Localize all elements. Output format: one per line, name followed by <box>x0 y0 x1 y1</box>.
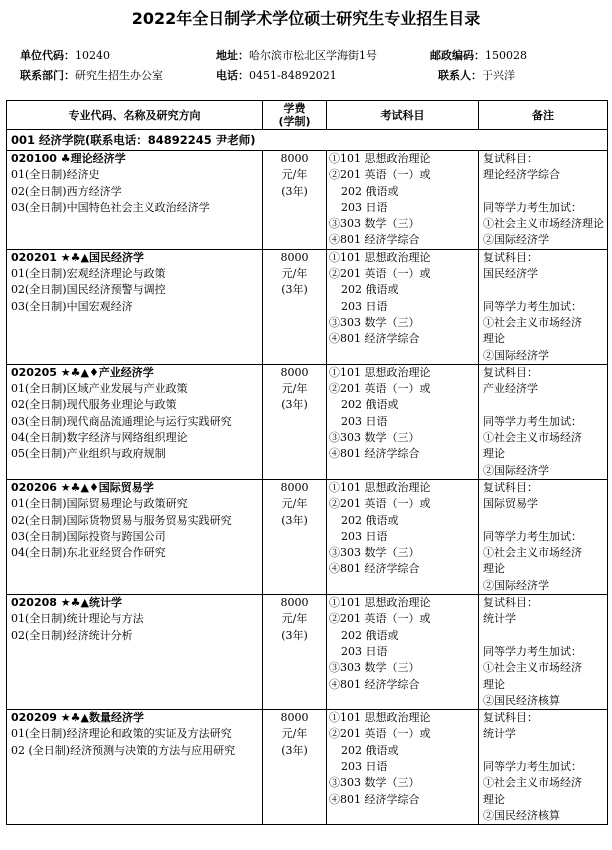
research-direction: 01(全日制)宏观经济理论与政策 <box>11 267 166 281</box>
contact-field <box>438 67 515 83</box>
major-cell <box>7 595 263 710</box>
note-line: 复试科目： <box>483 152 538 165</box>
major-heading <box>11 365 262 381</box>
notes-cell <box>479 364 608 479</box>
note-line: ②国际经济学 <box>483 233 549 247</box>
contact-value: 于兴洋 <box>482 69 515 82</box>
note-line: 产业经济学 <box>483 382 538 396</box>
phone-value: 0451-84892021 <box>249 69 337 82</box>
major-name: ♣理论经济学 <box>56 152 126 165</box>
dept-field <box>20 67 163 83</box>
notes-cell <box>479 249 608 364</box>
fee-cell <box>263 595 327 710</box>
exam-subject: ①101 思想政治理论 <box>329 480 431 494</box>
exam-subject: ③303 数学（三） <box>329 315 420 329</box>
research-direction: 01(全日制)经济理论和政策的实证及方法研究 <box>11 727 232 741</box>
fee-line: 元/年 <box>281 612 308 626</box>
major-name: ★♣▲♦国际贸易学 <box>56 480 154 494</box>
exam-cell <box>327 249 479 364</box>
exam-subject: ④801 经济学综合 <box>329 332 420 346</box>
header-notes: 备注 <box>479 101 608 130</box>
exam-cell <box>327 364 479 479</box>
note-line: ②国民经济核算 <box>483 808 560 822</box>
research-direction: 01(全日制)国际贸易理论与政策研究 <box>11 497 188 511</box>
fee-line: (3年) <box>281 184 308 198</box>
exam-subject: 202 俄语或 <box>341 283 399 297</box>
exam-subject: ①101 思想政治理论 <box>329 365 431 379</box>
table-row <box>7 249 608 364</box>
fee-line: 8000 <box>280 480 309 494</box>
exam-subject: 202 俄语或 <box>341 184 399 198</box>
fee-line: 8000 <box>280 596 309 610</box>
major-heading <box>11 151 262 167</box>
exam-subject: ③303 数学（三） <box>329 661 420 675</box>
dept-label: 联系部门： <box>20 69 75 82</box>
exam-subject: ①101 思想政治理论 <box>329 711 431 725</box>
exam-subject: ④801 经济学综合 <box>329 233 420 247</box>
exam-subject: ④801 经济学综合 <box>329 792 420 806</box>
research-direction: 02(全日制)国民经济预警与调控 <box>11 283 166 297</box>
major-code: 020208 <box>11 596 57 610</box>
notes-cell <box>479 479 608 594</box>
table-body <box>7 130 608 825</box>
fee-cell <box>263 151 327 250</box>
exam-subject: ③303 数学（三） <box>329 776 420 790</box>
contact-label: 联系人： <box>438 69 482 82</box>
note-line <box>483 513 607 529</box>
exam-cell <box>327 479 479 594</box>
phone-label: 电话： <box>216 69 249 82</box>
fee-line: 元/年 <box>281 382 308 396</box>
major-heading <box>11 250 262 266</box>
research-direction: 02(全日制)经济统计分析 <box>11 628 133 642</box>
major-name: ★♣▲统计学 <box>56 596 122 610</box>
exam-cell <box>327 595 479 710</box>
dept-value: 研究生招生办公室 <box>75 69 163 82</box>
major-code: 020201 <box>11 250 57 264</box>
notes-cell <box>479 151 608 250</box>
note-line: 复试科目： <box>483 711 538 725</box>
fee-line: 元/年 <box>281 727 308 741</box>
exam-subject: ②201 英语（一）或 <box>329 727 431 741</box>
phone-field <box>216 67 337 83</box>
major-cell <box>7 364 263 479</box>
research-direction: 01(全日制)统计理论与方法 <box>11 612 144 626</box>
note-line: 复试科目： <box>483 596 538 610</box>
note-line: 理论 <box>483 792 505 806</box>
exam-subject: ①101 思想政治理论 <box>329 152 431 165</box>
fee-line: 元/年 <box>281 497 308 511</box>
note-line <box>483 184 607 200</box>
note-line: 理论 <box>483 562 505 576</box>
table-row <box>7 364 608 479</box>
note-line: ②国际经济学 <box>483 578 549 592</box>
fee-line: 元/年 <box>281 267 308 281</box>
exam-subject: 203 日语 <box>341 414 388 428</box>
note-line: 国际贸易学 <box>483 497 538 511</box>
exam-subject: ②201 英语（一）或 <box>329 497 431 511</box>
major-cell <box>7 479 263 594</box>
table-row <box>7 710 608 825</box>
research-direction: 02 (全日制)经济预测与决策的方法与应用研究 <box>11 743 236 757</box>
note-line: 理论 <box>483 332 505 346</box>
exam-subject: 202 俄语或 <box>341 398 399 412</box>
research-direction: 02(全日制)西方经济学 <box>11 184 122 198</box>
college-name: 001 经济学院(联系电话：84892245 尹老师) <box>7 130 608 151</box>
research-direction: 04(全日制)数字经济与网络组织理论 <box>11 431 188 445</box>
fee-cell <box>263 249 327 364</box>
unit-code-label: 单位代码： <box>20 49 75 62</box>
major-heading <box>11 480 262 496</box>
note-line: 统计学 <box>483 727 516 741</box>
fee-line: 8000 <box>280 250 309 264</box>
major-heading <box>11 595 262 611</box>
header-fee-line1: 学费 <box>283 102 306 115</box>
unit-code-value: 10240 <box>75 49 110 62</box>
exam-subject: 202 俄语或 <box>341 513 399 527</box>
exam-subject: 203 日语 <box>341 529 388 543</box>
exam-subject: 203 日语 <box>341 200 388 214</box>
note-line: ①社会主义市场经济 <box>483 776 582 790</box>
exam-subject: 203 日语 <box>341 644 388 658</box>
page-title: 2022年全日制学术学位硕士研究生专业招生目录 <box>131 9 481 28</box>
note-line: 复试科目： <box>483 365 538 379</box>
table-row <box>7 595 608 710</box>
note-line: 同等学力考生加试： <box>483 759 582 773</box>
exam-subject: 203 日语 <box>341 759 388 773</box>
research-direction: 03(全日制)国际投资与跨国公司 <box>11 529 166 543</box>
note-line: ①社会主义市场经济 <box>483 546 582 560</box>
fee-line: (3年) <box>281 398 308 412</box>
fee-line: (3年) <box>281 743 308 757</box>
major-cell <box>7 710 263 825</box>
exam-subject: ②201 英语（一）或 <box>329 612 431 626</box>
note-line: 同等学力考生加试： <box>483 414 582 428</box>
major-code: 020205 <box>11 365 57 379</box>
exam-subject: 202 俄语或 <box>341 628 399 642</box>
unit-code-field <box>20 47 110 63</box>
research-direction: 01(全日制)区域产业发展与产业政策 <box>11 382 188 396</box>
research-direction: 03(全日制)中国宏观经济 <box>11 299 133 313</box>
major-cell <box>7 151 263 250</box>
postcode-value: 150028 <box>485 49 527 62</box>
research-direction: 02(全日制)现代服务业理论与政策 <box>11 398 177 412</box>
note-line: ①社会主义市场经济 <box>483 661 582 675</box>
header-fee <box>263 101 327 130</box>
exam-subject: ①101 思想政治理论 <box>329 596 431 610</box>
table-row <box>7 479 608 594</box>
note-line <box>483 628 607 644</box>
note-line: ②国际经济学 <box>483 463 549 477</box>
note-line: 复试科目： <box>483 480 538 494</box>
fee-cell <box>263 364 327 479</box>
fee-cell <box>263 710 327 825</box>
note-line: ①社会主义市场经济 <box>483 315 582 329</box>
postcode-label: 邮政编码： <box>430 49 485 62</box>
header-exams: 考试科目 <box>327 101 479 130</box>
major-name: ★♣▲国民经济学 <box>56 250 144 264</box>
exam-subject: ②201 英语（一）或 <box>329 168 431 182</box>
research-direction: 02(全日制)国际货物贸易与服务贸易实践研究 <box>11 513 232 527</box>
exam-subject: ④801 经济学综合 <box>329 447 420 461</box>
exam-subject: ③303 数学（三） <box>329 217 420 231</box>
major-code: 020206 <box>11 480 57 494</box>
note-line: 同等学力考生加试： <box>483 299 582 313</box>
research-direction: 01(全日制)经济史 <box>11 168 100 182</box>
note-line <box>483 397 607 413</box>
exam-subject: 203 日语 <box>341 299 388 313</box>
major-code: 020100 <box>11 152 57 165</box>
research-direction: 03(全日制)现代商品流通理论与运行实践研究 <box>11 414 232 428</box>
note-line: ②国际经济学 <box>483 348 549 362</box>
address-value: 哈尔滨市松北区学海街1号 <box>249 49 377 62</box>
major-cell <box>7 249 263 364</box>
note-line: 理论 <box>483 447 505 461</box>
exam-subject: ④801 经济学综合 <box>329 562 420 576</box>
note-line: 复试科目： <box>483 250 538 264</box>
address-field <box>216 47 377 63</box>
notes-cell <box>479 710 608 825</box>
exam-subject: ③303 数学（三） <box>329 546 420 560</box>
major-name: ★♣▲数量经济学 <box>56 711 144 725</box>
fee-line: 8000 <box>280 152 309 165</box>
major-code: 020209 <box>11 711 57 725</box>
major-name: ★♣▲♦产业经济学 <box>56 365 154 379</box>
catalog-table <box>6 100 608 825</box>
exam-subject: ④801 经济学综合 <box>329 677 420 691</box>
exam-subject: ①101 思想政治理论 <box>329 250 431 264</box>
exam-subject: ③303 数学（三） <box>329 431 420 445</box>
note-line: 理论 <box>483 677 505 691</box>
note-line: ②国民经济核算 <box>483 693 560 707</box>
header-major: 专业代码、名称及研究方向 <box>7 101 263 130</box>
table-row <box>7 151 608 250</box>
fee-line: (3年) <box>281 283 308 297</box>
note-line: 理论经济学综合 <box>483 168 560 182</box>
note-line: ①社会主义市场经济 <box>483 431 582 445</box>
note-line: 同等学力考生加试： <box>483 200 582 214</box>
exam-cell <box>327 710 479 825</box>
exam-subject: ②201 英语（一）或 <box>329 267 431 281</box>
header-fee-line2: (学制) <box>278 115 311 128</box>
major-heading <box>11 710 262 726</box>
fee-cell <box>263 479 327 594</box>
note-line: 统计学 <box>483 612 516 626</box>
notes-cell <box>479 595 608 710</box>
research-direction: 03(全日制)中国特色社会主义政治经济学 <box>11 200 210 214</box>
note-line: 同等学力考生加试： <box>483 529 582 543</box>
table-header-row <box>7 101 608 130</box>
fee-line: 8000 <box>280 711 309 725</box>
note-line: 国民经济学 <box>483 267 538 281</box>
research-direction: 05(全日制)产业组织与政府规制 <box>11 447 166 461</box>
note-line <box>483 282 607 298</box>
exam-subject: 202 俄语或 <box>341 743 399 757</box>
fee-line: (3年) <box>281 513 308 527</box>
college-row <box>7 130 608 151</box>
note-line: ①社会主义市场经济理论 <box>483 217 604 231</box>
research-direction: 04(全日制)东北亚经贸合作研究 <box>11 546 166 560</box>
postcode-field <box>430 47 527 63</box>
fee-line: 8000 <box>280 365 309 379</box>
fee-line: (3年) <box>281 628 308 642</box>
fee-line: 元/年 <box>281 168 308 182</box>
exam-cell <box>327 151 479 250</box>
address-label: 地址： <box>216 49 249 62</box>
note-line <box>483 743 607 759</box>
note-line: 同等学力考生加试： <box>483 644 582 658</box>
exam-subject: ②201 英语（一）或 <box>329 382 431 396</box>
